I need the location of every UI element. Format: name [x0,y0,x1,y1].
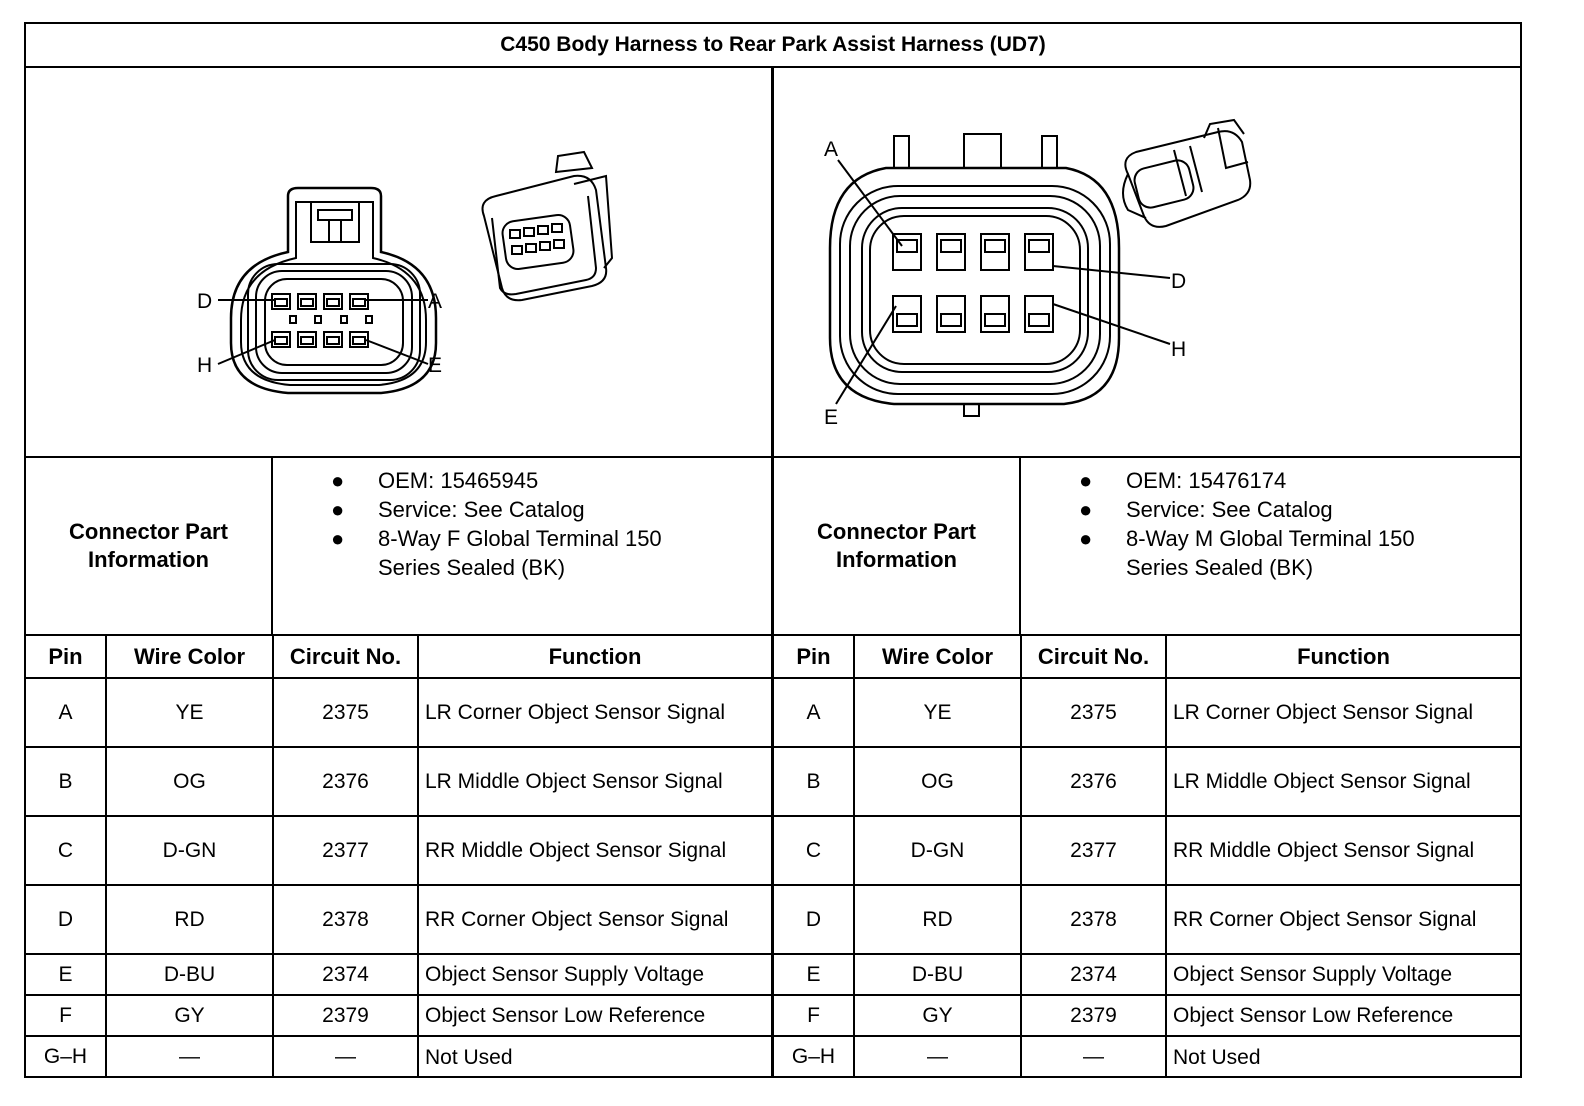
function-cell: LR Corner Object Sensor Signal [418,678,771,747]
table-cell: GY [106,995,273,1036]
table-cell: 2374 [1021,954,1166,995]
header-wire-color: Wire Color [854,636,1021,678]
function-cell: RR Corner Object Sensor Signal [1166,885,1520,954]
page-title: C450 Body Harness to Rear Park Assist Harness (UD7) [26,24,1520,68]
female-connector-end-view-illustration [26,68,771,456]
table-cell: RD [106,885,273,954]
table-cell: — [273,1036,418,1077]
header-wire-color: Wire Color [106,636,273,678]
table-row [26,954,771,995]
table-cell: YE [106,678,273,747]
connector-panel-male [774,68,1520,1078]
cavity-label-e: E [428,354,443,377]
table-row [774,1036,1520,1077]
part-info-text: Service: See Catalog [378,497,585,522]
bullet-icon: ● [331,526,345,551]
header-pin: Pin [26,636,106,678]
bullet-icon: ● [1079,468,1093,493]
table-cell: D-BU [854,954,1021,995]
function-cell: Object Sensor Supply Voltage [1166,954,1520,995]
part-info-item [1021,466,1466,495]
table-cell: — [854,1036,1021,1077]
table-row [26,995,771,1036]
cavity-label-a: A [824,138,839,161]
bullet-icon: ● [1079,526,1093,551]
table-cell: C [774,816,854,885]
table-cell: 2379 [1021,995,1166,1036]
bullet-icon: ● [331,468,345,493]
function-cell: LR Middle Object Sensor Signal [418,747,771,816]
part-info-list [1021,466,1466,582]
cavity-label-d: D [197,290,213,313]
function-cell: RR Middle Object Sensor Signal [418,816,771,885]
connector-drawing-male [774,68,1520,458]
table-cell: OG [854,747,1021,816]
table-cell: 2375 [273,678,418,747]
cavity-label-e: E [824,406,839,429]
table-cell: G–H [26,1036,106,1077]
table-cell: RD [854,885,1021,954]
table-cell: 2375 [1021,678,1166,747]
function-cell: Not Used [1166,1036,1520,1077]
connector-part-info-female [26,458,771,636]
table-cell: D-BU [106,954,273,995]
header-pin: Pin [774,636,854,678]
part-info-item [1021,524,1466,582]
part-info-item [1021,495,1466,524]
table-cell: GY [854,995,1021,1036]
part-info-text: OEM: 15476174 [1126,468,1287,493]
table-cell: F [774,995,854,1036]
function-cell: RR Corner Object Sensor Signal [418,885,771,954]
part-info-text: 8-Way F Global Terminal 150 Series Sealed (BK) [378,526,662,580]
connector-end-view-sheet [24,22,1522,1078]
part-info-item [273,466,718,495]
table-cell: A [774,678,854,747]
connector-part-info-label: Connector Part Information [69,519,228,572]
part-info-text: 8-Way M Global Terminal 150 Series Sealed (BK) [1126,526,1415,580]
table-row [774,678,1520,747]
table-row [26,816,771,885]
connector-drawing-female [26,68,771,458]
table-row [774,885,1520,954]
connector-panel-female [26,68,774,1078]
table-cell: C [26,816,106,885]
header-circuit-no: Circuit No. [273,636,418,678]
table-cell: 2377 [1021,816,1166,885]
table-row [774,954,1520,995]
part-info-item [273,524,718,582]
table-cell: OG [106,747,273,816]
cavity-label-a: A [428,290,443,313]
table-cell: 2376 [273,747,418,816]
part-info-list [273,466,718,582]
part-info-text: Service: See Catalog [1126,497,1333,522]
table-cell: A [26,678,106,747]
bullet-icon: ● [1079,497,1093,522]
bullet-icon: ● [331,497,345,522]
table-cell: — [1021,1036,1166,1077]
pin-table-female [26,636,771,1077]
table-row [26,678,771,747]
table-cell: D [26,885,106,954]
cavity-label-h: H [1171,338,1187,361]
table-cell: D-GN [854,816,1021,885]
table-row [26,1036,771,1077]
table-row [774,995,1520,1036]
table-cell: 2377 [273,816,418,885]
cavity-label-d: D [1171,270,1187,293]
function-cell: Object Sensor Supply Voltage [418,954,771,995]
table-cell: E [774,954,854,995]
table-row [26,747,771,816]
cavity-label-h: H [197,354,213,377]
table-header-row [774,636,1520,678]
table-cell: D-GN [106,816,273,885]
connector-part-info-male [774,458,1520,636]
function-cell: Object Sensor Low Reference [1166,995,1520,1036]
table-cell: F [26,995,106,1036]
header-function: Function [418,636,771,678]
table-cell: YE [854,678,1021,747]
table-row [774,816,1520,885]
function-cell: RR Middle Object Sensor Signal [1166,816,1520,885]
header-circuit-no: Circuit No. [1021,636,1166,678]
header-function: Function [1166,636,1520,678]
function-cell: Object Sensor Low Reference [418,995,771,1036]
table-cell: E [26,954,106,995]
function-cell: Not Used [418,1036,771,1077]
table-cell: 2379 [273,995,418,1036]
male-connector-end-view-illustration [774,68,1519,456]
table-cell: 2374 [273,954,418,995]
table-header-row [26,636,771,678]
function-cell: LR Corner Object Sensor Signal [1166,678,1520,747]
table-cell: 2376 [1021,747,1166,816]
table-row [26,885,771,954]
connector-part-info-label: Connector Part Information [817,519,976,572]
table-cell: G–H [774,1036,854,1077]
part-info-text: OEM: 15465945 [378,468,539,493]
table-cell: B [26,747,106,816]
table-cell: — [106,1036,273,1077]
part-info-item [273,495,718,524]
table-cell: D [774,885,854,954]
table-cell: 2378 [273,885,418,954]
table-cell: 2378 [1021,885,1166,954]
table-row [774,747,1520,816]
pin-table-male [774,636,1520,1077]
table-cell: B [774,747,854,816]
function-cell: LR Middle Object Sensor Signal [1166,747,1520,816]
